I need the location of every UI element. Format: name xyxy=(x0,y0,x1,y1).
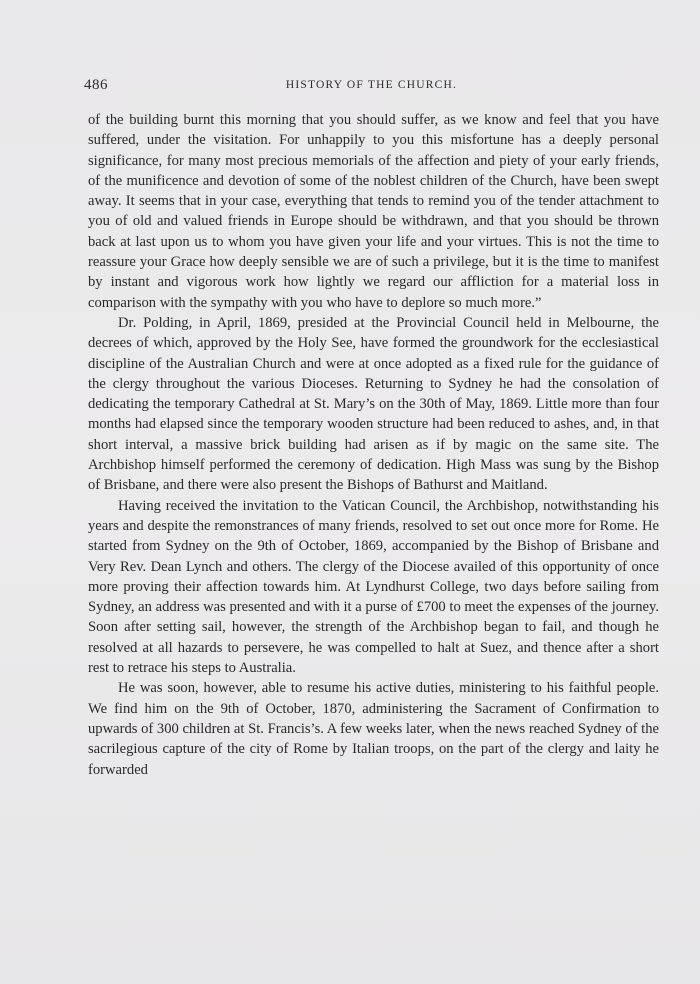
paragraph-resume-duties: He was soon, however, able to resume his active duties, ministering to his faithful people. We find him on the 9th of October, 1870, administering the Sacrament of Confirmation to upwards of 300 children at St. Francis’s. A few weeks later, when the news reached Sydney of the sacrilegious capture of the city of Rome by Italian troops, on the part of the clergy and laity he forwarded xyxy=(88,680,659,778)
page-number: 486 xyxy=(84,77,108,93)
running-title: HISTORY OF THE CHURCH. xyxy=(285,79,458,91)
paragraph-continuation: of the building burnt this morning that you should suffer, as we know and feel that you have suffered, under the visitation. For unhappily to you this misfortune has a deeply personal significance, for many most precious memorials of the affection and piety of your early friends, of the munificence and devotion of some of the noblest children of the Church, have been swept away. It seems that in your case, everything that tends to remind you of the tender attachment to you of old and valued friends in Europe should be withdrawn, and that you should be thrown back at last upon us to whom you have given your life and your virtues. This is not the time to reassure your Grace how deeply sensible we are of such a privilege, but it is the time to manifest by instant and vigorous work how lightly we regard our affliction for a material loss in comparison with the sympathy with you who have to deplore so much more.” xyxy=(88,112,659,311)
body-text xyxy=(88,110,659,780)
paragraph-vatican-council: Having received the invitation to the Vatican Council, the Archbishop, notwithstanding his years and despite the remonstrances of many friends, resolved to set out once more for Rome. He started from Sydney on the 9th of October, 1869, accompanied by the Bishop of Brisbane and Very Rev. Dean Lynch and others. The clergy of the Diocese availed of this opportunity of once more proving their affection towards him. At Lyndhurst College, two days before sailing from Sydney, an address was presented and with it a purse of £700 to meet the expenses of the journey. Soon after setting sail, however, the strength of the Archbishop began to fail, and though he resolved at all hazards to persevere, he was compelled to halt at Suez, and thence after a short rest to retrace his steps to Australia. xyxy=(88,497,659,677)
paragraph-provincial-council: Dr. Polding, in April, 1869, presided at the Provincial Council held in Melbourne, the decrees of which, approved by the Holy See, have formed the groundwork for the ecclesiastical discipline of the Australian Church and were at once adopted as a fixed rule for the guidance of the clergy throughout the various Dioceses. Returning to Sydney he had the consolation of dedicating the temporary Cathedral at St. Mary’s on the 30th of May, 1869. Little more than four months had elapsed since the temporary wooden structure had been reduced to ashes, and, in that short interval, a massive brick building had arisen as if by magic on the same site. The Archbishop himself performed the ceremony of dedication. High Mass was sung by the Bishop of Brisbane, and there were also present the Bishops of Bathurst and Maitland. xyxy=(88,314,659,494)
page-header xyxy=(84,77,659,97)
